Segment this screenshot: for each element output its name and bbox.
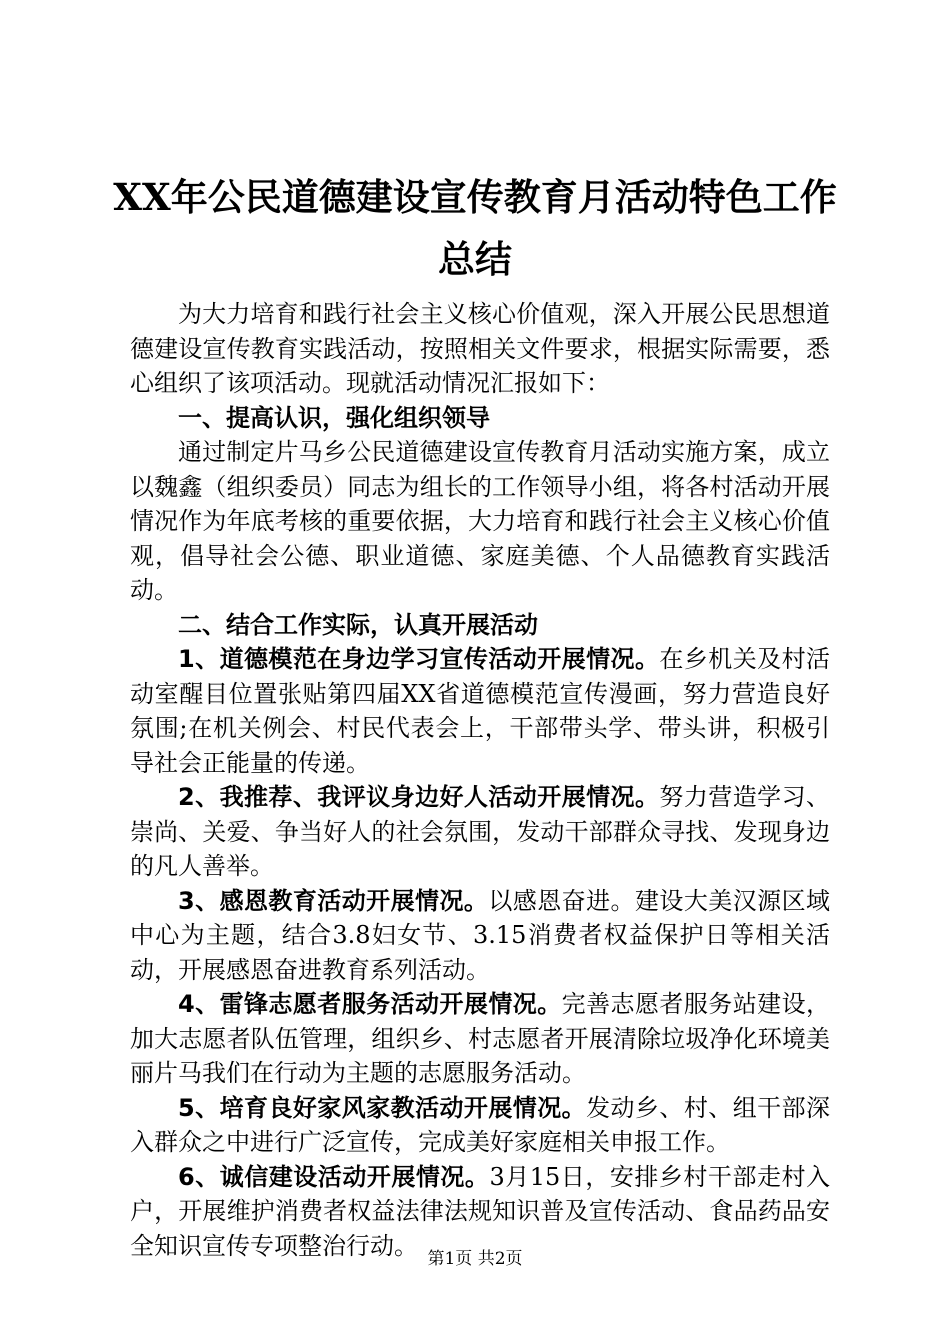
item-text: 完善志愿者服务站建设，加大志愿者队伍管理，组织乡、村志愿者开展清除垃圾净化环境美丽片马我们在行动为主题的志愿服务活动。 — [130, 990, 831, 1087]
item-lead: 3、感恩教育活动开展情况。 — [178, 886, 489, 915]
title-line-1: XX年公民道德建设宣传教育月活动特色工作 — [113, 175, 837, 219]
item-lead: 5、培育良好家风家教活动开展情况。 — [178, 1093, 587, 1122]
item-paragraph — [130, 987, 830, 1091]
item-lead: 1、道德模范在身边学习宣传活动开展情况。 — [178, 645, 660, 673]
page-footer: 第1页 共2页 — [427, 1249, 523, 1269]
title-line-2: 总结 — [438, 237, 512, 281]
document-title — [110, 166, 840, 290]
item-text: 努力营造学习、崇尚、关爱、争当好人的社会氛围，发动干部群众寻找、发现身边的凡人善举。 — [130, 783, 830, 880]
item-paragraph — [130, 780, 830, 884]
item-paragraph — [130, 884, 830, 988]
item-lead: 6、诚信建设活动开展情况。 — [178, 1162, 490, 1191]
item-paragraph — [130, 1091, 830, 1160]
item-text: 3月15日，安排乡村干部走村入户，开展维护消费者权益法律法规知识普及宣传活动、食品药品安全知识宣传专项整治行动。 — [130, 1162, 831, 1260]
item-text: 在乡机关及村活动室醒目位置张贴第四届XX省道德模范宣传漫画，努力营造良好氛围;在机关例会、村民代表会上，干部带头学、带头讲，积极引导社会正能量的传递。 — [130, 645, 830, 777]
item-lead: 2、我推荐、我评议身边好人活动开展情况。 — [178, 783, 660, 811]
document-body — [130, 297, 830, 1263]
item-text: 发动乡、村、组干部深入群众之中进行广泛宣传，完成美好家庭相关申报工作。 — [130, 1093, 831, 1156]
section-1-paragraph: 通过制定片马乡公民道德建设宣传教育月活动实施方案，成立以魏鑫（组织委员）同志为组长的工作领导小组，将各村活动开展情况作为年底考核的重要依据，大力培育和践行社会主义核心价值观，倡导社会公德、职业道德、家庭美德、个人品德教育实践活动。 — [130, 438, 830, 604]
item-lead: 4、雷锋志愿者服务活动开展情况。 — [178, 990, 562, 1018]
intro-paragraph: 为大力培育和践行社会主义核心价值观，深入开展公民思想道德建设宣传教育实践活动，按照相关文件要求，根据实际需要，悉心组织了该项活动。现就活动情况汇报如下： — [130, 300, 830, 397]
section-1-heading: 一、提高认识，强化组织领导 — [178, 403, 490, 432]
item-paragraph — [130, 642, 830, 780]
item-text: 以感恩奋进。建设大美汉源区域中心为主题，结合3.8妇女节、3.15消费者权益保护日等相关活动，开展感恩奋进教育系列活动。 — [130, 886, 831, 984]
section-2-heading: 二、结合工作实际，认真开展活动 — [178, 610, 538, 639]
